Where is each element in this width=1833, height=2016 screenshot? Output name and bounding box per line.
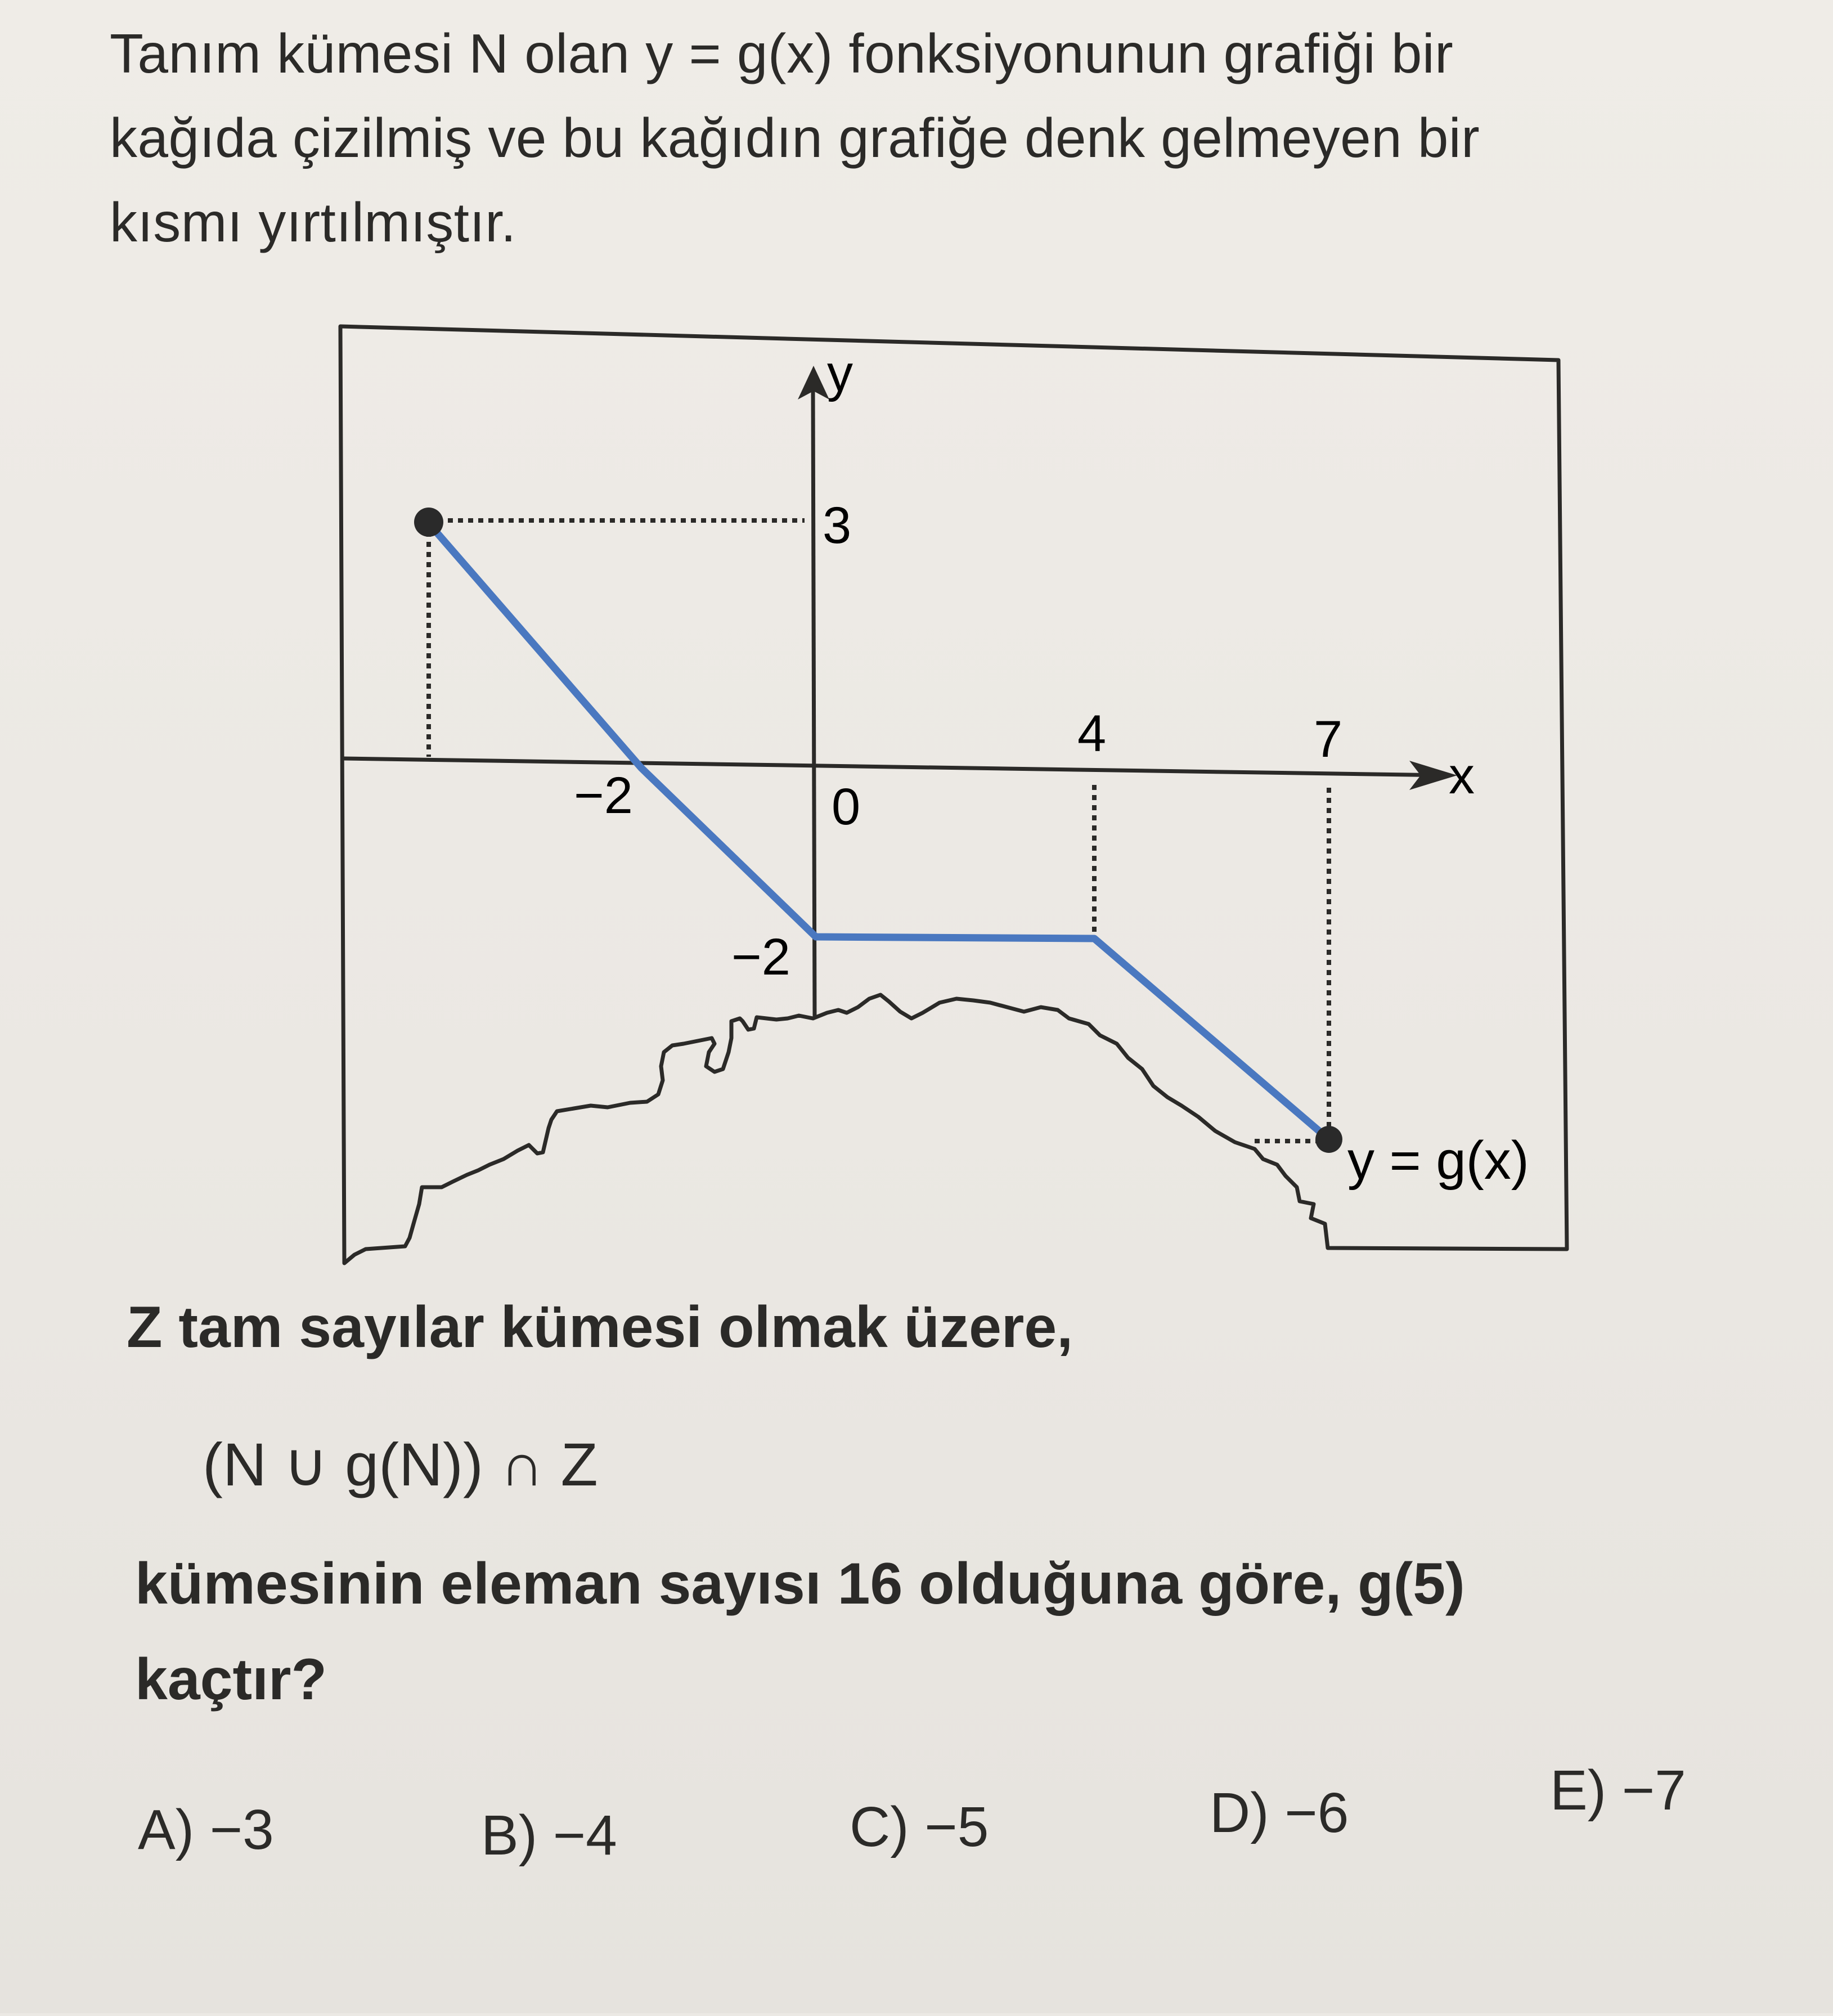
torn-paper-outline (340, 326, 1567, 1263)
tick-label-x4: 4 (1077, 705, 1107, 762)
tick-label-origin: 0 (832, 778, 861, 836)
choice-d[interactable]: D) −6 (1210, 1781, 1349, 1844)
condition-text (135, 1536, 1738, 1727)
graph-start-dot (414, 508, 443, 537)
tick-label-y3: 3 (823, 497, 852, 554)
y-axis (813, 388, 815, 1018)
choice-c[interactable]: C) −5 (850, 1795, 989, 1858)
choice-a[interactable]: A) −3 (138, 1798, 274, 1861)
prompt-text: Z tam sayılar kümesi olmak üzere, (127, 1295, 1073, 1360)
choice-e[interactable]: E) −7 (1550, 1759, 1686, 1822)
tick-label-x7: 7 (1314, 711, 1343, 768)
condition-line-1: kümesinin eleman sayısı 16 olduğuna göre, g(5) (135, 1551, 1465, 1617)
set-expression: (N ∪ g(N)) ∩ Z (203, 1430, 598, 1498)
x-axis-label: x (1449, 747, 1475, 805)
x-axis (343, 758, 1446, 775)
function-graph-line (429, 523, 1329, 1139)
graph-end-dot (1315, 1126, 1342, 1153)
function-label: y = g(x) (1347, 1130, 1529, 1191)
tick-label-x-neg2: −2 (574, 767, 633, 824)
choice-b[interactable]: B) −4 (481, 1804, 617, 1867)
tick-label-y-neg2: −2 (731, 928, 790, 986)
y-axis-label: y (827, 345, 853, 402)
condition-line-2: kaçtır? (135, 1647, 327, 1712)
question-line-3: kısmı yırtılmıştır. (110, 191, 516, 253)
question-line-2: kağıda çizilmiş ve bu kağıdın grafiğe denk gelmeyen bir (110, 107, 1480, 169)
question-line-1: Tanım kümesi N olan y = g(x) fonksiyonunun grafiği bir (110, 23, 1454, 84)
